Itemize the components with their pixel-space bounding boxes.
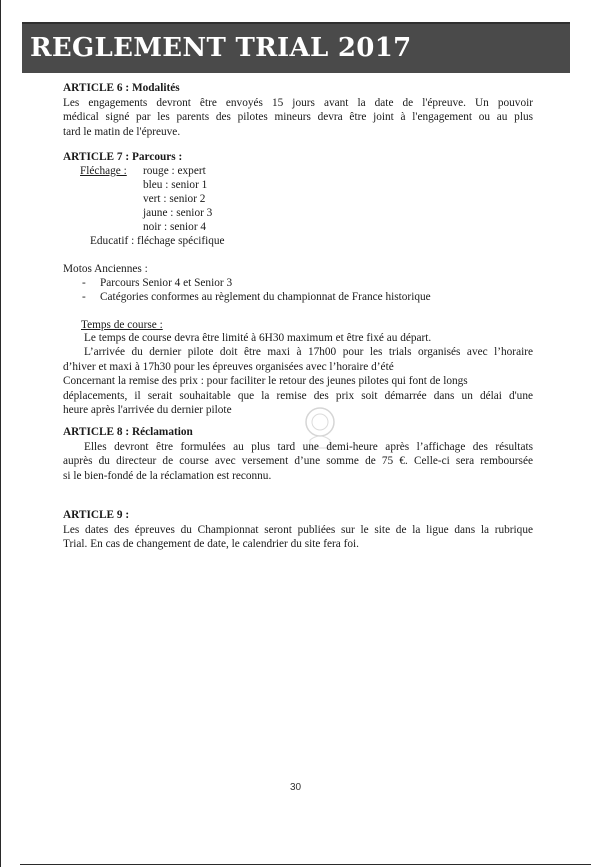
flechage-item: rouge : expert [143,165,206,177]
temps-line: d’hiver et maxi à 17h30 pour les épreuves organisées avec l’horaire d’été [63,360,394,373]
article-7-title: ARTICLE 7 : Parcours : [63,151,183,163]
temps-line: heure après l'arrivée du dernier pilote [63,404,232,416]
article-8-line: auprès du directeur de course avec versement d’une somme de 75 €. Celle-ci sera remboursée [63,455,533,467]
temps-de-course-title: Temps de course : [81,319,163,331]
flechage-label: Fléchage : [80,165,127,177]
article-6-line: tard le matin de l'épreuve. [63,125,181,138]
bullet-marker: - [82,291,86,303]
article-8-title: ARTICLE 8 : Réclamation [63,426,193,438]
article-6-line: Les engagements devront être envoyés 15 jours avant la date de l'épreuve. Un pouvoir [63,96,533,109]
page-bottom-edge [20,864,591,865]
temps-line: Le temps de course devra être limité à 6H30 maximum et être fixé au départ. [84,332,432,344]
motos-anciennes-title: Motos Anciennes : [63,263,148,275]
page-title: REGLEMENT TRIAL 2017 [30,33,412,63]
flechage-item: jaune : senior 3 [143,207,213,219]
article-9-title: ARTICLE 9 : [63,509,130,521]
page-left-edge [0,0,1,867]
article-6 [63,81,533,139]
article-6-line: médical signé par les parents des pilotes mineurs devra être joint à l'engagement ou au plus [63,111,533,123]
bullet-marker: - [82,277,86,289]
motos-item: Catégories conformes au règlement du championnat de France historique [100,291,431,303]
temps-paragraph [63,345,533,418]
article-8-line: Elles devront être formulées au plus tard une demi-heure après l’affichage des résultats [84,440,533,453]
motos-item: Parcours Senior 4 et Senior 3 [100,277,233,289]
header-banner [22,22,570,73]
flechage-item: vert : senior 2 [143,193,206,205]
temps-line: L’arrivée du dernier pilote doit être maxi à 17h00 pour les trials organisés avec l’horaire [84,346,533,358]
educatif-line: Educatif : fléchage spécifique [90,235,225,247]
temps-line: déplacements, il serait souhaitable que la remise des prix soit démarrée dans un délai d'une [63,389,533,402]
article-9-line: Trial. En cas de changement de date, le calendrier du site fera foi. [63,538,360,550]
page-number: 30 [289,782,302,793]
flechage-item: bleu : senior 1 [143,179,208,191]
article-8 [63,425,533,483]
temps-line: Concernant la remise des prix : pour faciliter le retour des jeunes pilotes qui font de longs [63,375,468,387]
article-9 [63,508,533,552]
article-9-line: Les dates des épreuves du Championnat seront publiées sur le site de la ligue dans la rubrique [63,523,533,536]
flechage-item: noir : senior 4 [143,221,207,233]
article-8-line: si le bien-fondé de la réclamation est reconnu. [63,469,272,482]
article-6-title: ARTICLE 6 : Modalités [63,82,180,94]
